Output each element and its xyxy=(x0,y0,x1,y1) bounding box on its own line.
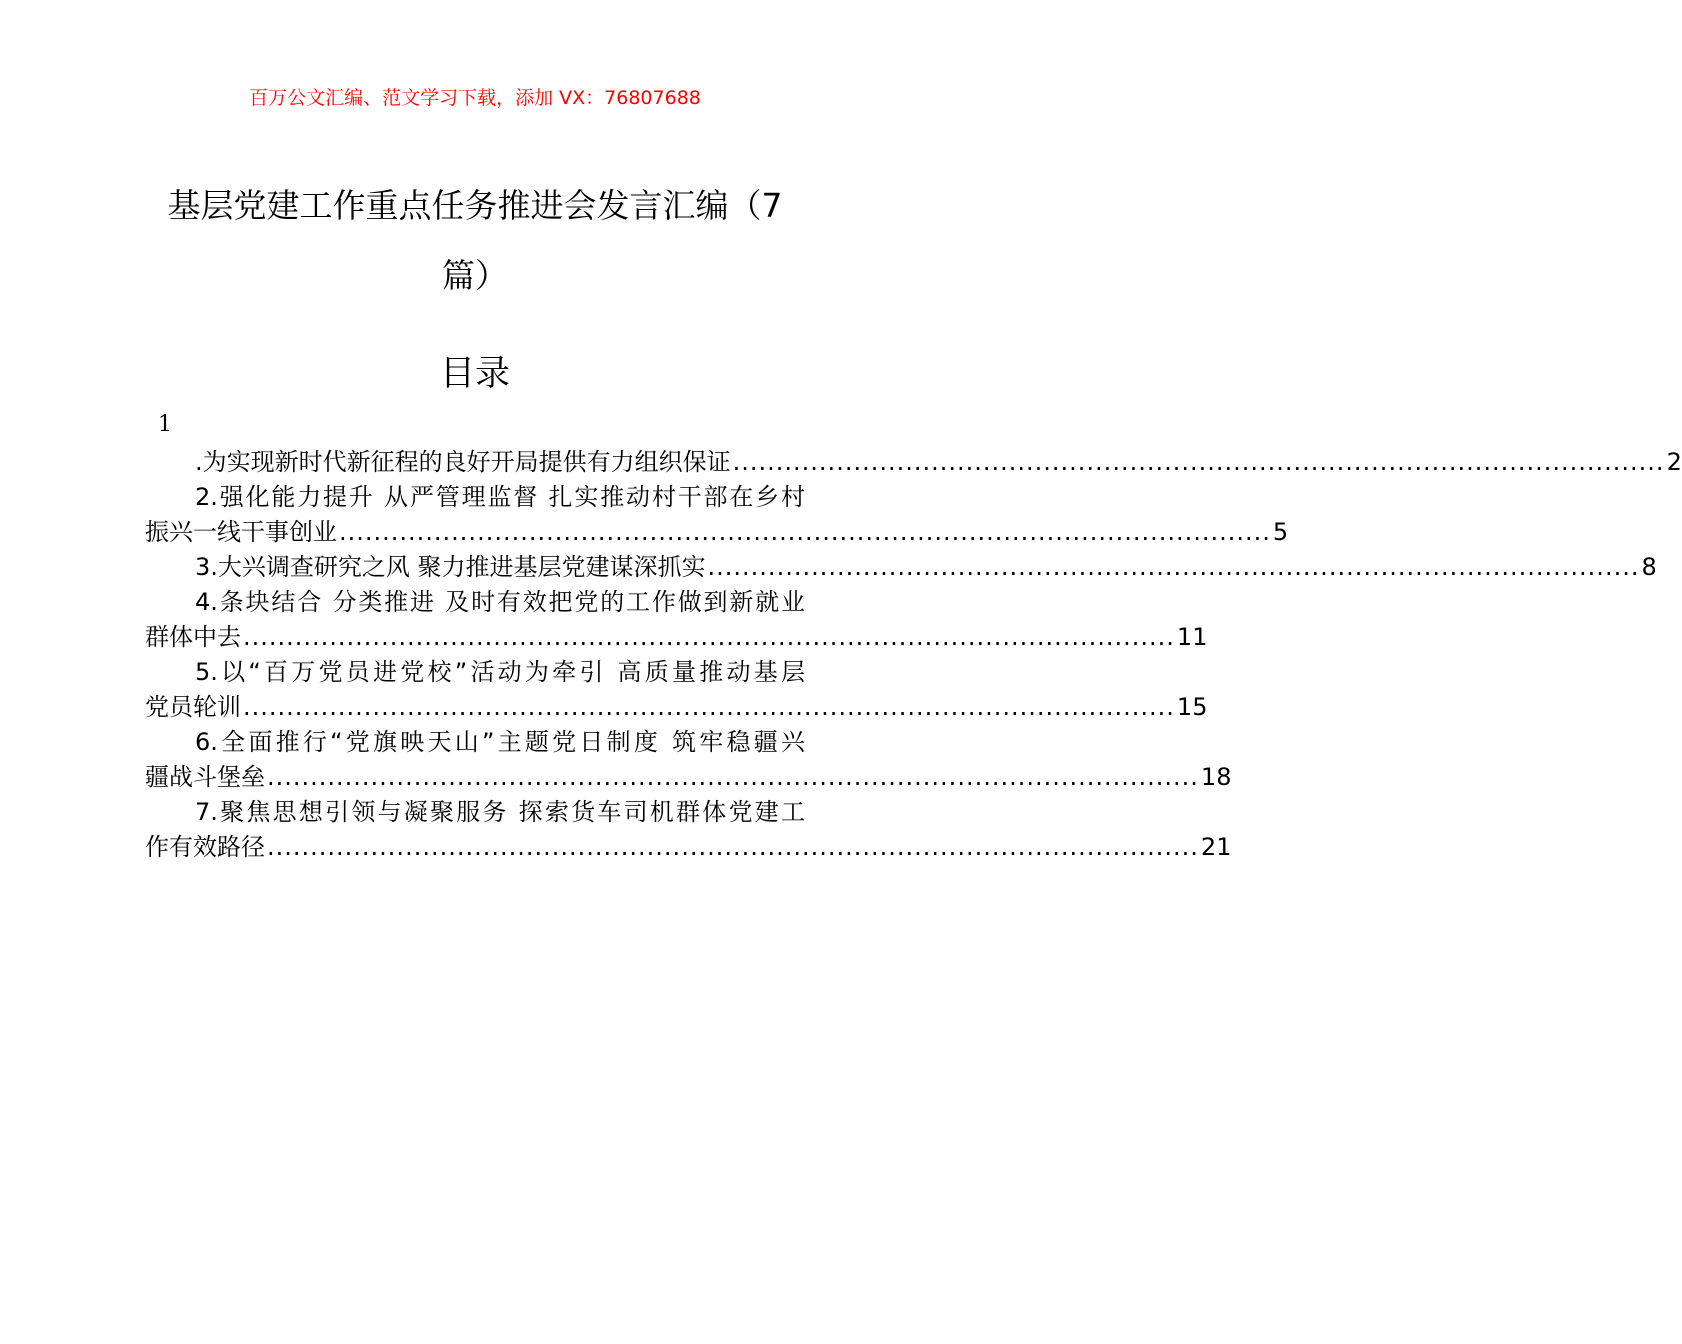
toc-entry-title-continued: 群体中去 xyxy=(145,623,241,651)
toc-entry-line xyxy=(145,655,805,690)
toc-entry-title: 7.聚焦思想引领与凝聚服务 探索货车司机群体党建工 xyxy=(195,798,805,826)
toc-dot-leader: ............................................................................................................ xyxy=(243,623,1175,651)
toc-entry-line xyxy=(145,760,1232,795)
toc-entry-title-continued: 作有效路径 xyxy=(145,833,265,861)
toc-page-number: 21 xyxy=(1200,833,1232,861)
toc-entry-6[interactable] xyxy=(145,725,1232,795)
toc-entry-line xyxy=(145,620,1208,655)
header-watermark-note: 百万公文汇编、范文学习下载，添加 VX：76807688 xyxy=(249,87,701,109)
document-title-line-1: 基层党建工作重点任务推进会发言汇编（7 xyxy=(167,186,783,225)
stray-list-number: 1 xyxy=(158,412,172,437)
table-of-contents xyxy=(145,445,1682,865)
toc-entry-line xyxy=(145,795,805,830)
toc-dot-leader: ............................................................................................................ xyxy=(267,763,1199,791)
toc-entry-title: 4.条块结合 分类推进 及时有效把党的工作做到新就业 xyxy=(195,588,805,616)
toc-entry-title: 5.以“百万党员进党校”活动为牵引 高质量推动基层 xyxy=(195,658,805,686)
toc-dot-leader: ............................................................................................................ xyxy=(732,448,1665,476)
toc-dot-leader: ............................................................................................................ xyxy=(243,693,1175,721)
toc-entry-line xyxy=(145,445,1682,480)
toc-entry-line xyxy=(145,550,1657,585)
toc-entry-title-continued: 疆战斗堡垒 xyxy=(145,763,265,791)
toc-entry-line xyxy=(145,585,805,620)
document-title xyxy=(135,171,815,311)
toc-entry-5[interactable] xyxy=(145,655,1208,725)
toc-entry-title-continued: 党员轮训 xyxy=(145,693,241,721)
toc-entry-3[interactable] xyxy=(145,550,1657,585)
toc-entry-title: 6.全面推行“党旗映天山”主题党日制度 筑牢稳疆兴 xyxy=(195,728,805,756)
toc-page-number: 15 xyxy=(1176,693,1208,721)
toc-page-number: 8 xyxy=(1641,553,1657,581)
toc-dot-leader: ............................................................................................................ xyxy=(707,553,1640,581)
toc-dot-leader: ............................................................................................................ xyxy=(339,518,1271,546)
toc-entry-title: 2.强化能力提升 从严管理监督 扎实推动村干部在乡村 xyxy=(195,483,805,511)
document-title-line-2: 篇） xyxy=(442,256,508,295)
toc-page-number: 11 xyxy=(1176,623,1208,651)
toc-page-number: 5 xyxy=(1272,518,1289,546)
toc-entry-line xyxy=(145,515,1289,550)
toc-heading: 目录 xyxy=(439,354,510,394)
toc-entry-title-continued: 振兴一线干事创业 xyxy=(145,518,337,546)
toc-entry-line xyxy=(145,480,805,515)
toc-entry-title: 3.大兴调查研究之风 聚力推进基层党建谋深抓实 xyxy=(195,553,706,581)
toc-dot-leader: ............................................................................................................ xyxy=(267,833,1199,861)
toc-entry-line xyxy=(145,830,1232,865)
toc-page-number: 18 xyxy=(1200,763,1232,791)
toc-entry-title: .为实现新时代新征程的良好开局提供有力组织保证 xyxy=(195,448,731,476)
toc-entry-7[interactable] xyxy=(145,795,1232,865)
toc-page-number: 2 xyxy=(1666,448,1682,476)
toc-entry-1[interactable] xyxy=(145,445,1682,480)
toc-entry-2[interactable] xyxy=(145,480,1289,550)
toc-entry-line xyxy=(145,690,1208,725)
toc-entry-4[interactable] xyxy=(145,585,1208,655)
toc-entry-line xyxy=(145,725,805,760)
